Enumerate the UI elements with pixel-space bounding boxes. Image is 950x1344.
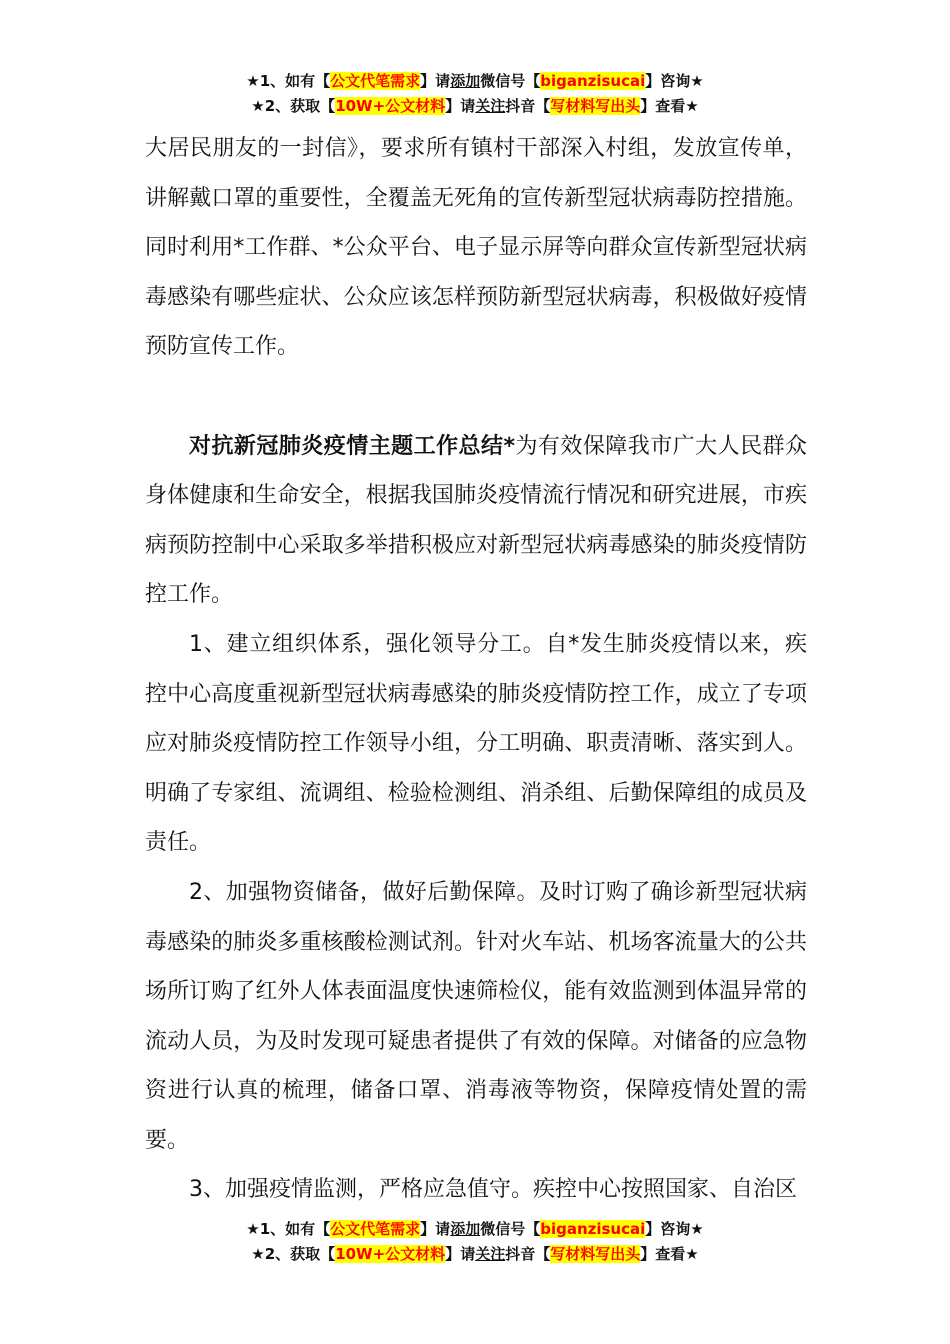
document-body — [145, 124, 807, 1215]
banner-line-1 — [0, 69, 950, 94]
banner-text: 微信号【 — [480, 1220, 541, 1238]
underlined-text: 关注 — [475, 97, 506, 115]
highlight-service: 公文代笔需求 — [330, 1220, 421, 1238]
banner-text: ★1、如有【 — [246, 72, 331, 90]
paragraph-4: 2、加强物资储备，做好后勤保障。及时订购了确诊新型冠状病毒感染的肺炎多重核酸检测试剂。针对火车站、机场客流量大的公共场所订购了红外人体表面温度快速筛检仪，能有效监测到体温异常的流动人员，为及时发现可疑患者提供了有效的保障。对储备的应急物资进行认真的梳理，储备口罩、消毒液等物资，保障疫情处置的需要。 — [145, 879, 807, 1153]
banner-text: 】请 — [420, 1220, 451, 1238]
paragraph-2 — [145, 422, 807, 620]
banner-text: 】请 — [420, 72, 451, 90]
banner-line-2 — [0, 94, 950, 119]
highlight-wechat-id: biganzisucai — [540, 72, 646, 90]
banner-text: 】咨询★ — [645, 1220, 704, 1238]
highlight-materials: 10W+公文材料 — [335, 1245, 446, 1263]
banner-text: 微信号【 — [480, 72, 541, 90]
bottom-banner — [0, 1217, 950, 1267]
paragraph-2-text: 为有效保障我市广大人民群众身体健康和生命安全，根据我国肺炎疫情流行情况和研究进展，市疾病预防控制中心采取多举措积极应对新型冠状病毒感染的肺炎疫情防控工作。 — [145, 433, 807, 608]
highlight-wechat-id: biganzisucai — [540, 1220, 646, 1238]
underlined-text: 关注 — [475, 1245, 506, 1263]
banner-text: 】请 — [445, 1245, 476, 1263]
top-banner — [0, 69, 950, 119]
banner-text: 抖音【 — [505, 97, 551, 115]
paragraph-3: 1、建立组织体系，强化领导分工。自*发生肺炎疫情以来，疾控中心高度重视新型冠状病毒感染的肺炎疫情防控工作，成立了专项应对肺炎疫情防控工作领导小组，分工明确、职责清晰、落实到人。明确了专家组、流调组、检验检测组、消杀组、后勤保障组的成员及责任。 — [145, 631, 807, 856]
highlight-douyin-id: 写材料写出头 — [550, 97, 641, 115]
banner-text: 抖音【 — [505, 1245, 551, 1263]
section-heading: 对抗新冠肺炎疫情主题工作总结* — [189, 433, 515, 459]
banner-line-2 — [0, 1242, 950, 1267]
highlight-materials: 10W+公文材料 — [335, 97, 446, 115]
highlight-douyin-id: 写材料写出头 — [550, 1245, 641, 1263]
banner-text: ★2、获取【 — [251, 1245, 336, 1263]
paragraph-1: 大居民朋友的一封信》，要求所有镇村干部深入村组，发放宣传单，讲解戴口罩的重要性，全覆盖无死角的宣传新型冠状病毒防控措施。同时利用*工作群、*公众平台、电子显示屏等向群众宣传新型冠状病毒感染有哪些症状、公众应该怎样预防新型冠状病毒，积极做好疫情预防宣传工作。 — [145, 136, 807, 360]
banner-text: ★1、如有【 — [246, 1220, 331, 1238]
paragraph-5: 3、加强疫情监测，严格应急值守。疾控中心按照国家、自治区 — [189, 1177, 797, 1203]
banner-text: ★2、获取【 — [251, 97, 336, 115]
banner-text: 】请 — [445, 97, 476, 115]
highlight-service: 公文代笔需求 — [330, 72, 421, 90]
underlined-text: 添加 — [450, 1220, 481, 1238]
banner-text: 】咨询★ — [645, 72, 704, 90]
banner-line-1 — [0, 1217, 950, 1242]
underlined-text: 添加 — [450, 72, 481, 90]
paragraph-gap — [145, 372, 807, 422]
banner-text: 】查看★ — [640, 1245, 699, 1263]
banner-text: 】查看★ — [640, 97, 699, 115]
